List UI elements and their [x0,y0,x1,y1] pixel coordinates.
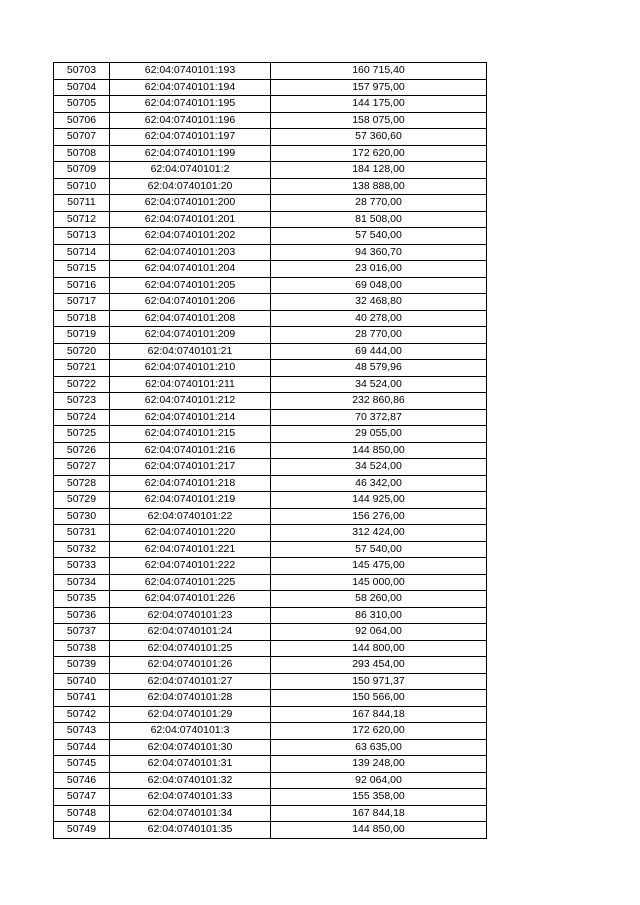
table-row [54,261,487,278]
row-number-cell: 50706 [54,112,110,129]
value-cell: 145 000,00 [271,574,487,591]
row-number-cell: 50736 [54,607,110,624]
value-cell: 92 064,00 [271,772,487,789]
cadastral-number-cell: 62:04:0740101:209 [110,327,271,344]
table-row [54,310,487,327]
table-row [54,343,487,360]
table-row [54,541,487,558]
table-row [54,426,487,443]
table-row [54,624,487,641]
cadastral-number-cell: 62:04:0740101:217 [110,459,271,476]
cadastral-number-cell: 62:04:0740101:203 [110,244,271,261]
row-number-cell: 50718 [54,310,110,327]
table-row [54,195,487,212]
table-row [54,294,487,311]
cadastral-number-cell: 62:04:0740101:28 [110,690,271,707]
row-number-cell: 50725 [54,426,110,443]
table-row [54,690,487,707]
table-row [54,706,487,723]
cadastral-number-cell: 62:04:0740101:196 [110,112,271,129]
table-row [54,112,487,129]
table-row [54,145,487,162]
table-row [54,525,487,542]
value-cell: 144 175,00 [271,96,487,113]
value-cell: 57 360,60 [271,129,487,146]
row-number-cell: 50711 [54,195,110,212]
table-row [54,591,487,608]
value-cell: 144 850,00 [271,822,487,839]
table-row [54,673,487,690]
cadastral-number-cell: 62:04:0740101:29 [110,706,271,723]
cadastral-number-cell: 62:04:0740101:194 [110,79,271,96]
cadastral-number-cell: 62:04:0740101:197 [110,129,271,146]
table-row [54,574,487,591]
row-number-cell: 50707 [54,129,110,146]
value-cell: 48 579,96 [271,360,487,377]
value-cell: 150 971,37 [271,673,487,690]
row-number-cell: 50749 [54,822,110,839]
row-number-cell: 50734 [54,574,110,591]
value-cell: 155 358,00 [271,789,487,806]
cadastral-number-cell: 62:04:0740101:210 [110,360,271,377]
table-row [54,442,487,459]
value-cell: 150 566,00 [271,690,487,707]
table-row [54,79,487,96]
row-number-cell: 50728 [54,475,110,492]
row-number-cell: 50746 [54,772,110,789]
row-number-cell: 50733 [54,558,110,575]
row-number-cell: 50737 [54,624,110,641]
cadastral-number-cell: 62:04:0740101:21 [110,343,271,360]
row-number-cell: 50731 [54,525,110,542]
row-number-cell: 50739 [54,657,110,674]
value-cell: 69 048,00 [271,277,487,294]
row-number-cell: 50712 [54,211,110,228]
table-row [54,393,487,410]
value-cell: 312 424,00 [271,525,487,542]
value-cell: 23 016,00 [271,261,487,278]
row-number-cell: 50744 [54,739,110,756]
row-number-cell: 50727 [54,459,110,476]
value-cell: 232 860,86 [271,393,487,410]
value-cell: 172 620,00 [271,145,487,162]
cadastral-number-cell: 62:04:0740101:200 [110,195,271,212]
table-row [54,360,487,377]
row-number-cell: 50714 [54,244,110,261]
table-row [54,178,487,195]
cadastral-number-cell: 62:04:0740101:199 [110,145,271,162]
table-row [54,244,487,261]
table-row [54,739,487,756]
value-cell: 157 975,00 [271,79,487,96]
row-number-cell: 50726 [54,442,110,459]
value-cell: 139 248,00 [271,756,487,773]
row-number-cell: 50708 [54,145,110,162]
cadastral-number-cell: 62:04:0740101:201 [110,211,271,228]
row-number-cell: 50741 [54,690,110,707]
row-number-cell: 50705 [54,96,110,113]
cadastral-number-cell: 62:04:0740101:27 [110,673,271,690]
table-row [54,211,487,228]
cadastral-number-cell: 62:04:0740101:222 [110,558,271,575]
table-row [54,492,487,509]
cadastral-number-cell: 62:04:0740101:220 [110,525,271,542]
table-row [54,508,487,525]
table-row [54,129,487,146]
table-row [54,822,487,839]
value-cell: 70 372,87 [271,409,487,426]
table-row [54,607,487,624]
row-number-cell: 50740 [54,673,110,690]
cadastral-number-cell: 62:04:0740101:23 [110,607,271,624]
table-row [54,640,487,657]
cadastral-number-cell: 62:04:0740101:35 [110,822,271,839]
value-cell: 160 715,40 [271,63,487,80]
cadastral-number-cell: 62:04:0740101:33 [110,789,271,806]
cadastral-number-cell: 62:04:0740101:206 [110,294,271,311]
value-cell: 28 770,00 [271,327,487,344]
row-number-cell: 50716 [54,277,110,294]
row-number-cell: 50724 [54,409,110,426]
value-cell: 138 888,00 [271,178,487,195]
table-row [54,228,487,245]
cadastral-value-table [53,62,487,839]
table-row [54,789,487,806]
value-cell: 57 540,00 [271,541,487,558]
row-number-cell: 50704 [54,79,110,96]
row-number-cell: 50703 [54,63,110,80]
cadastral-number-cell: 62:04:0740101:211 [110,376,271,393]
value-cell: 69 444,00 [271,343,487,360]
value-cell: 46 342,00 [271,475,487,492]
value-cell: 40 278,00 [271,310,487,327]
value-cell: 172 620,00 [271,723,487,740]
cadastral-number-cell: 62:04:0740101:22 [110,508,271,525]
value-cell: 167 844,18 [271,706,487,723]
row-number-cell: 50719 [54,327,110,344]
row-number-cell: 50713 [54,228,110,245]
table-row [54,327,487,344]
cadastral-number-cell: 62:04:0740101:202 [110,228,271,245]
value-cell: 63 635,00 [271,739,487,756]
value-cell: 144 850,00 [271,442,487,459]
value-cell: 167 844,18 [271,805,487,822]
cadastral-number-cell: 62:04:0740101:32 [110,772,271,789]
cadastral-number-cell: 62:04:0740101:212 [110,393,271,410]
value-cell: 144 800,00 [271,640,487,657]
cadastral-number-cell: 62:04:0740101:24 [110,624,271,641]
value-cell: 184 128,00 [271,162,487,179]
value-cell: 156 276,00 [271,508,487,525]
row-number-cell: 50729 [54,492,110,509]
cadastral-number-cell: 62:04:0740101:193 [110,63,271,80]
value-cell: 81 508,00 [271,211,487,228]
cadastral-number-cell: 62:04:0740101:208 [110,310,271,327]
cadastral-number-cell: 62:04:0740101:205 [110,277,271,294]
cadastral-number-cell: 62:04:0740101:26 [110,657,271,674]
cadastral-number-cell: 62:04:0740101:204 [110,261,271,278]
table-body [54,63,487,839]
row-number-cell: 50709 [54,162,110,179]
cadastral-number-cell: 62:04:0740101:2 [110,162,271,179]
cadastral-number-cell: 62:04:0740101:34 [110,805,271,822]
cadastral-number-cell: 62:04:0740101:219 [110,492,271,509]
cadastral-number-cell: 62:04:0740101:215 [110,426,271,443]
table-row [54,162,487,179]
row-number-cell: 50735 [54,591,110,608]
row-number-cell: 50717 [54,294,110,311]
value-cell: 29 055,00 [271,426,487,443]
cadastral-number-cell: 62:04:0740101:221 [110,541,271,558]
value-cell: 144 925,00 [271,492,487,509]
table-row [54,558,487,575]
row-number-cell: 50732 [54,541,110,558]
value-cell: 145 475,00 [271,558,487,575]
row-number-cell: 50715 [54,261,110,278]
cadastral-number-cell: 62:04:0740101:195 [110,96,271,113]
table-row [54,805,487,822]
value-cell: 293 454,00 [271,657,487,674]
row-number-cell: 50745 [54,756,110,773]
table-row [54,277,487,294]
row-number-cell: 50730 [54,508,110,525]
table-row [54,459,487,476]
row-number-cell: 50723 [54,393,110,410]
value-cell: 34 524,00 [271,376,487,393]
table-row [54,772,487,789]
table-row [54,96,487,113]
table-row [54,409,487,426]
row-number-cell: 50710 [54,178,110,195]
cadastral-number-cell: 62:04:0740101:216 [110,442,271,459]
cadastral-number-cell: 62:04:0740101:214 [110,409,271,426]
row-number-cell: 50720 [54,343,110,360]
cadastral-number-cell: 62:04:0740101:30 [110,739,271,756]
table-row [54,376,487,393]
value-cell: 58 260,00 [271,591,487,608]
value-cell: 34 524,00 [271,459,487,476]
value-cell: 86 310,00 [271,607,487,624]
table-row [54,657,487,674]
cadastral-number-cell: 62:04:0740101:226 [110,591,271,608]
value-cell: 32 468,80 [271,294,487,311]
value-cell: 28 770,00 [271,195,487,212]
table-row [54,63,487,80]
cadastral-number-cell: 62:04:0740101:225 [110,574,271,591]
cadastral-number-cell: 62:04:0740101:31 [110,756,271,773]
value-cell: 92 064,00 [271,624,487,641]
row-number-cell: 50747 [54,789,110,806]
cadastral-number-cell: 62:04:0740101:3 [110,723,271,740]
value-cell: 158 075,00 [271,112,487,129]
cadastral-number-cell: 62:04:0740101:218 [110,475,271,492]
row-number-cell: 50742 [54,706,110,723]
row-number-cell: 50721 [54,360,110,377]
value-cell: 57 540,00 [271,228,487,245]
row-number-cell: 50748 [54,805,110,822]
row-number-cell: 50743 [54,723,110,740]
table-row [54,723,487,740]
cadastral-number-cell: 62:04:0740101:20 [110,178,271,195]
cadastral-number-cell: 62:04:0740101:25 [110,640,271,657]
table-row [54,756,487,773]
row-number-cell: 50738 [54,640,110,657]
row-number-cell: 50722 [54,376,110,393]
table-row [54,475,487,492]
value-cell: 94 360,70 [271,244,487,261]
